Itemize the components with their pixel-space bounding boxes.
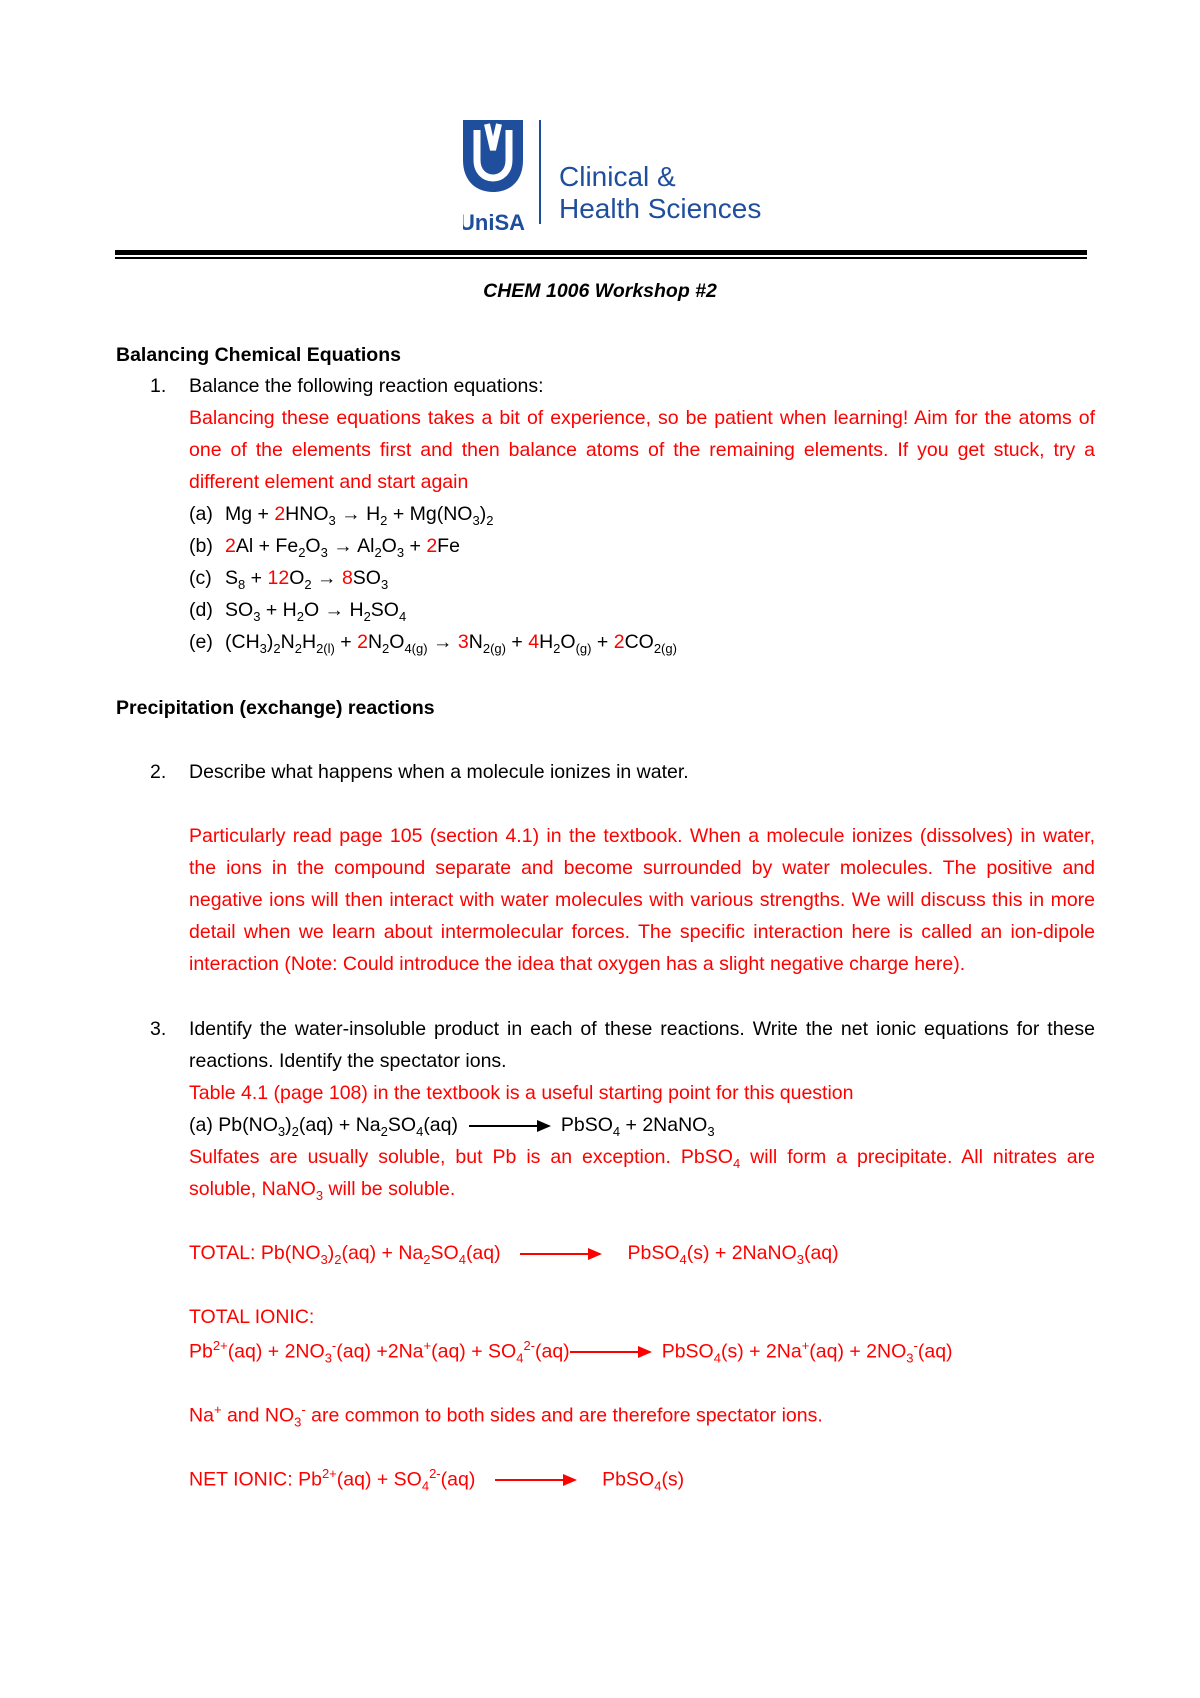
header-rule-thin (115, 257, 1087, 259)
net-ionic-equation: NET IONIC: $Pb^{2+}(aq) + SO_4^{2-}(aq)$ PbSO$_4$(s) (189, 1466, 685, 1494)
equation-b: $2Al + Fe_2O_3 \to Al_2O_3 + 2Fe$ (225, 535, 460, 560)
question-1-answer-line: different element and start again (189, 471, 469, 493)
question-2-answer-line: Particularly read page 105 (section 4.1) in the textbook. When a molecule ionizes (dissolves) in water, (189, 825, 1095, 847)
equation-label: (a) (189, 503, 213, 525)
equation-d: $SO_3 + H_2O \to H_2SO_4$ (225, 599, 407, 624)
equation-label: (d) (189, 599, 213, 621)
equation-label: (b) (189, 535, 213, 557)
equation-label: (c) (189, 567, 212, 589)
question-3-hint: Table 4.1 (page 108) in the textbook is a useful starting point for this question (189, 1082, 854, 1104)
reaction-arrow (469, 1125, 549, 1127)
logo-line2: Health Sciences (559, 193, 762, 224)
logo-line1: Clinical & (559, 161, 676, 192)
page-title: CHEM 1006 Workshop #2 (483, 280, 717, 302)
question-1-answer-line: one of the elements first and then balance atoms of the remaining elements. If you get stuck, try a (189, 439, 1095, 461)
logo-wordmark: UniSA (463, 210, 525, 235)
question-1-number: 1. (150, 375, 167, 397)
question-2-number: 2. (150, 761, 167, 783)
question-3-number: 3. (150, 1018, 167, 1040)
question-3-text-line: reactions. Identify the spectator ions. (189, 1050, 507, 1072)
reaction-arrow (570, 1351, 650, 1353)
equation-e: $(CH_3)_2N_2H_{2(l)} + 2N_2O_{4(g)} \to 3N_{2(g)} + 4H_2O_{(g)} + 2CO_{2(g)}$ (225, 631, 677, 656)
question-2-answer-line: interaction (Note: Could introduce the idea that oxygen has a slight negative charge here). (189, 953, 966, 975)
question-2-answer-line: negative ions will then interact with water molecules with various strengths. We will discuss this in more (189, 889, 1095, 911)
question-2-text: Describe what happens when a molecule ionizes in water. (189, 761, 689, 783)
question-1-text: Balance the following reaction equations: (189, 375, 544, 397)
section-heading-precipitation: Precipitation (exchange) reactions (116, 697, 435, 719)
spectator-ions-statement: Na+ and $NO_3^-$ are common to both sides and are therefore spectator ions. (189, 1402, 823, 1430)
equation-label: (e) (189, 631, 213, 653)
question-3a-equation: (a) $Pb(NO_3)_2(aq) + Na_2SO_4(aq)$ PbSO$_4$ + 2NaNO$_3$ (189, 1114, 715, 1139)
question-2-answer-line: detail when we learn about intermolecular forces. The specific interaction here is called an ion-dipole (189, 921, 1095, 943)
question-3-explanation-line: Sulfates are usually soluble, but Pb is an exception. PbSO$_4$ will form a precipitate. All nitrates are (189, 1146, 1095, 1171)
unisa-logo (463, 120, 793, 238)
header-rule-thick (115, 250, 1087, 255)
total-equation: TOTAL: $Pb(NO_3)_2(aq) + Na_2SO_4(aq)$ PbSO$_4$(s) + 2NaNO$_3$(aq) (189, 1242, 839, 1267)
reaction-arrow (520, 1253, 600, 1255)
equation-a: $Mg + 2HNO_3 \to H_2 + Mg(NO_3)_2$ (225, 503, 494, 528)
question-2-answer-line: the ions in the compound separate and become surrounded by water molecules. The positive and (189, 857, 1095, 879)
equation-c: $S_8 + 12O_2 \to 8SO_3$ (225, 567, 389, 592)
question-1-answer-line: Balancing these equations takes a bit of experience, so be patient when learning! Aim for the atoms of (189, 407, 1095, 429)
total-ionic-label: TOTAL IONIC: (189, 1306, 315, 1328)
section-heading-balancing: Balancing Chemical Equations (116, 344, 401, 366)
question-3-text-line: Identify the water-insoluble product in each of these reactions. Write the net ionic equations for these (189, 1018, 1095, 1040)
question-3-explanation-line: soluble, NaNO$_3$ will be soluble. (189, 1178, 456, 1203)
total-ionic-equation: $Pb^{2+}(aq) + 2NO_3^-(aq) +2Na^+(aq) + SO_4^{2-}(aq)$ PbSO$_4$(s) + $2Na^+(aq) + 2NO_3^-(aq)$ (189, 1338, 953, 1366)
reaction-arrow (495, 1479, 575, 1481)
